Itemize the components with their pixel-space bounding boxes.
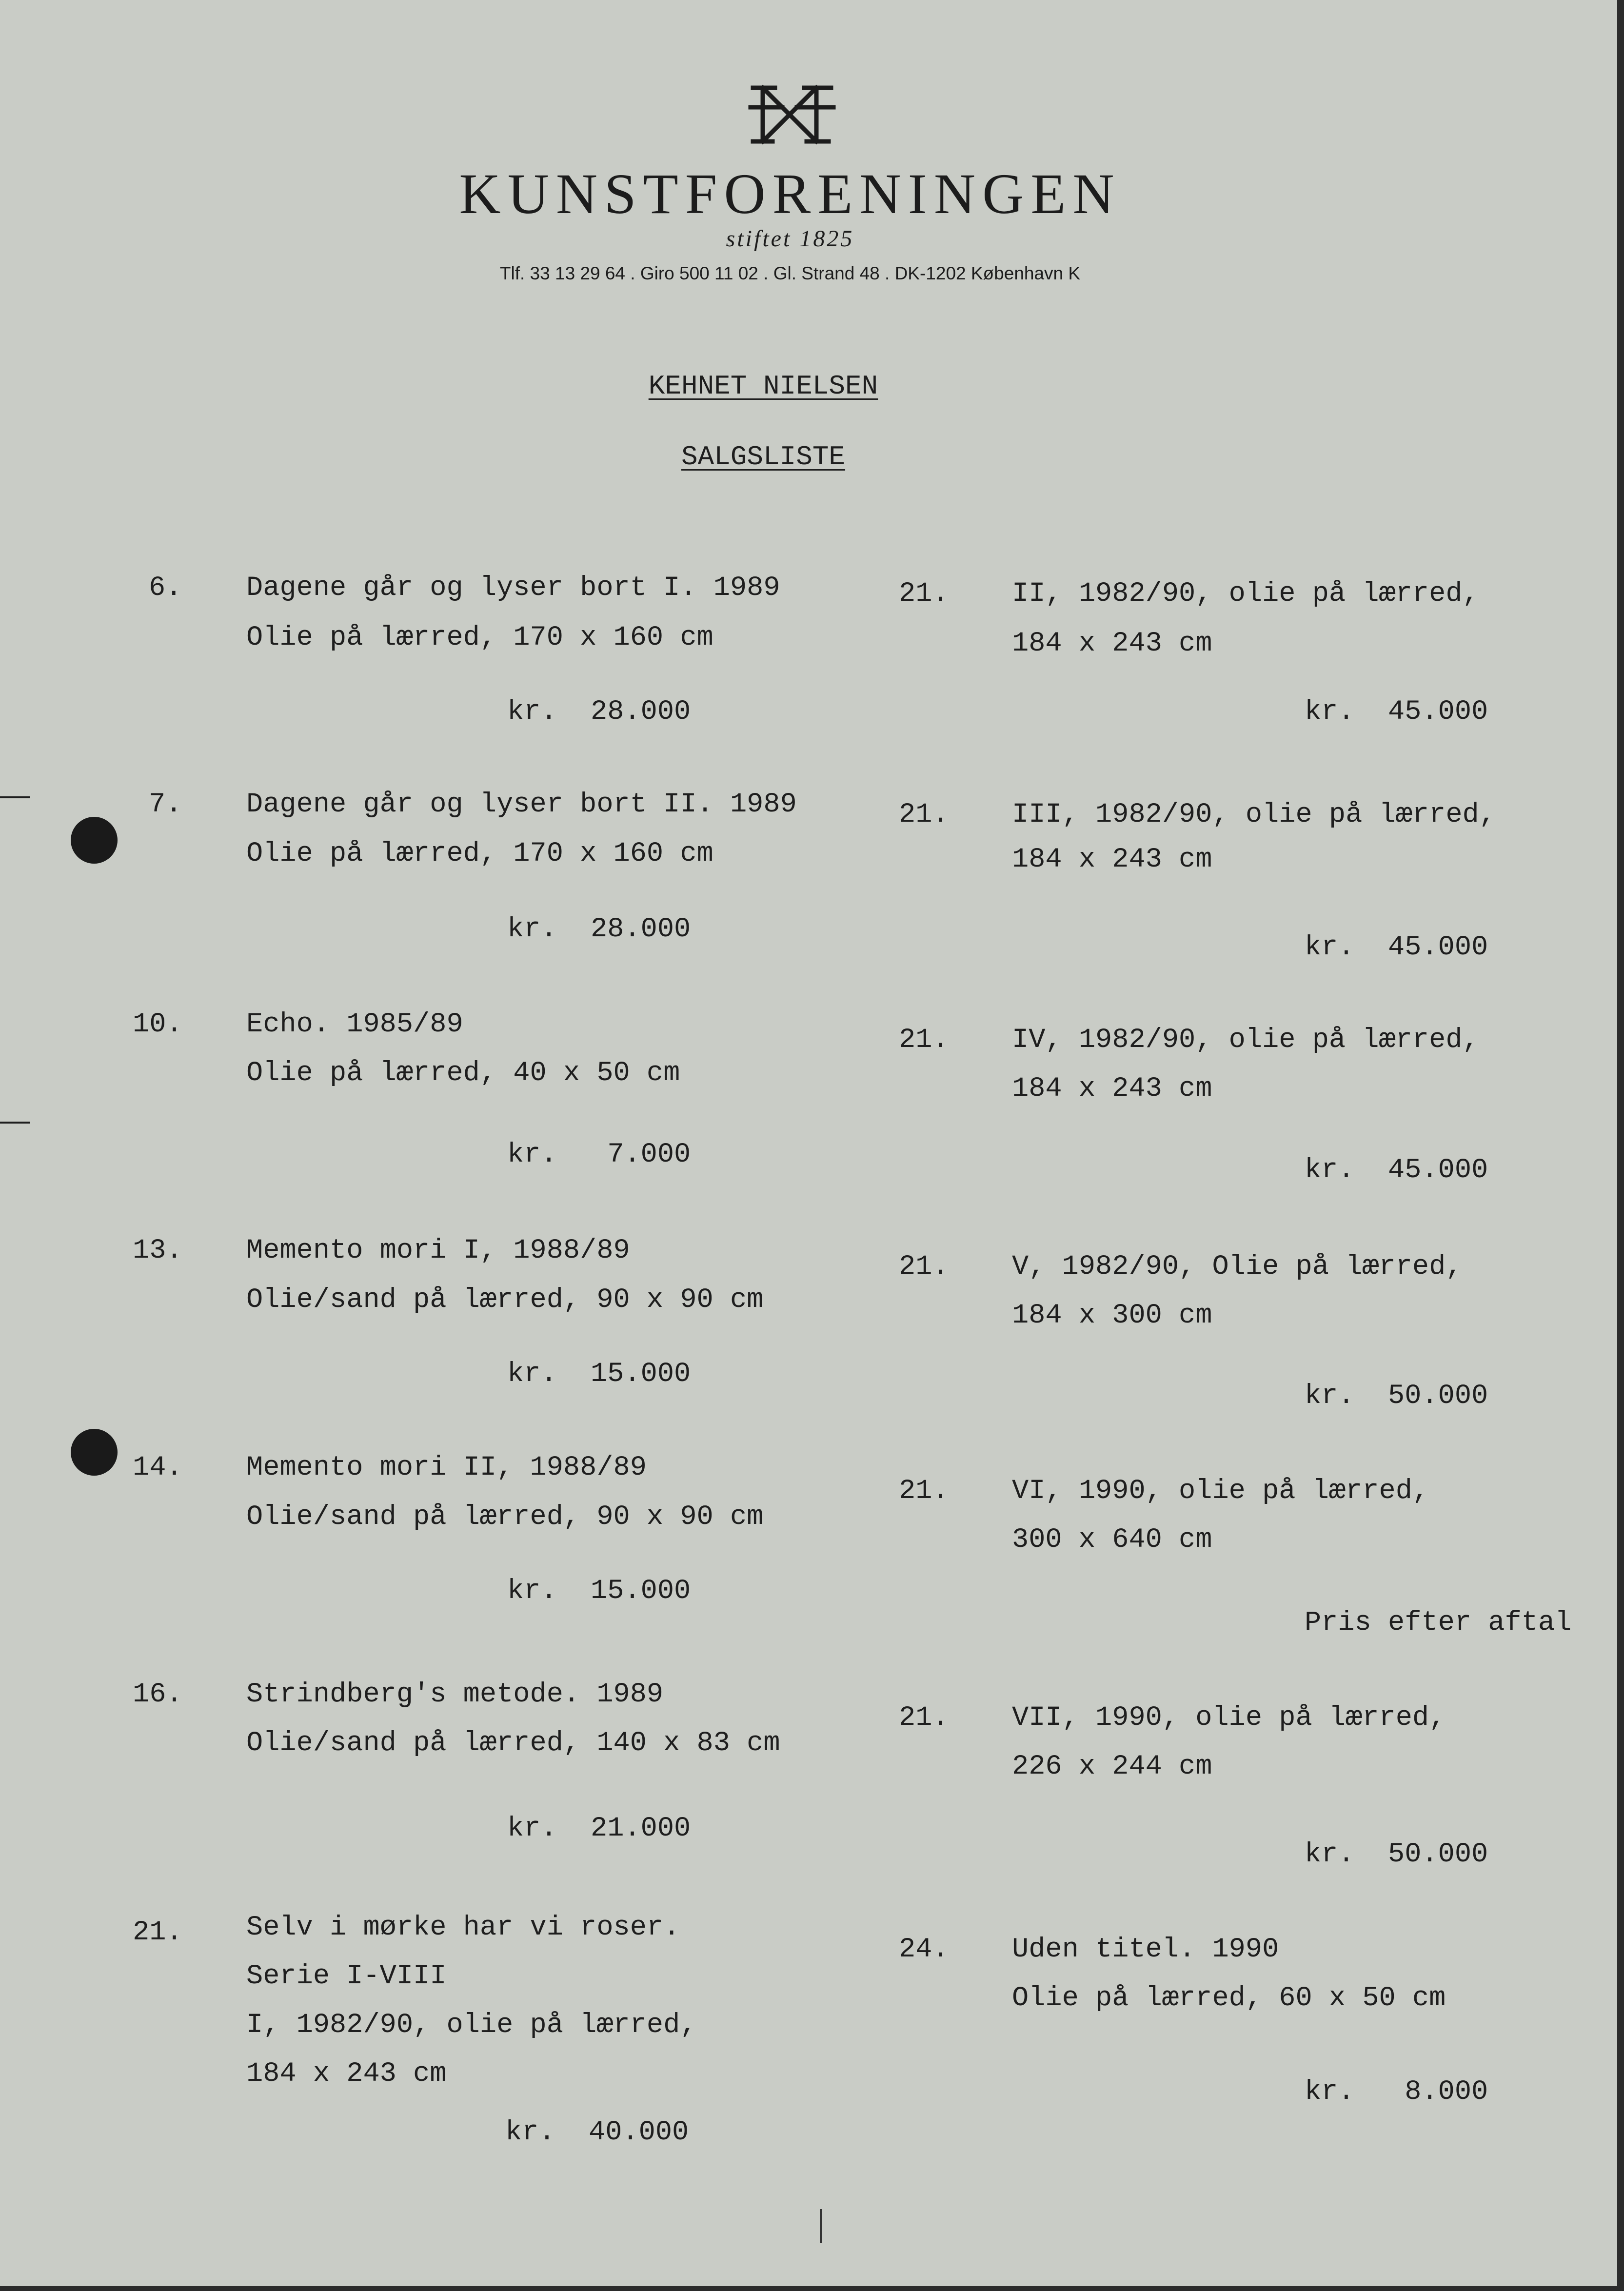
item-number: 7. (149, 789, 182, 820)
item-price: kr. 7.000 (507, 1139, 691, 1170)
item-number: 21. (899, 578, 949, 610)
margin-tick (0, 1122, 30, 1124)
item-price: kr. 45.000 (1305, 1155, 1488, 1186)
item-medium: Olie på lærred, 170 x 160 cm (246, 622, 713, 653)
item-medium: Olie/sand på lærred, 90 x 90 cm (246, 1284, 764, 1316)
item-size: 184 x 243 cm (1012, 844, 1212, 875)
item-medium: Olie/sand på lærred, 90 x 90 cm (246, 1501, 764, 1533)
item-price: kr. 8.000 (1305, 2076, 1488, 2108)
list-title: SALGSLISTE (681, 441, 846, 473)
item-size: 300 x 640 cm (1012, 1524, 1212, 1556)
item-number: 21. (899, 1251, 949, 1283)
item-price: kr. 50.000 (1305, 1839, 1488, 1870)
item-title: Dagene går og lyser bort II. 1989 (246, 789, 797, 820)
item-medium: Olie på lærred, 170 x 160 cm (246, 838, 713, 869)
item-number: 24. (899, 1934, 949, 1965)
item-price: kr. 28.000 (507, 914, 691, 945)
item-price: kr. 45.000 (1305, 696, 1488, 728)
item-number: 6. (149, 573, 182, 604)
item-size: 184 x 243 cm (246, 2058, 447, 2090)
contact-line: Tlf. 33 13 29 64 . Giro 500 11 02 . Gl. Strand 48 . DK-1202 København K (499, 263, 1081, 283)
item-title: Uden titel. 1990 (1012, 1934, 1279, 1965)
item-size: 184 x 243 cm (1012, 1073, 1212, 1105)
item-title: VI, 1990, olie på lærred, (1012, 1476, 1429, 1507)
item-number: 21. (899, 1476, 949, 1507)
item-size: 184 x 300 cm (1012, 1300, 1212, 1331)
item-number: 21. (899, 1702, 949, 1734)
item-price: kr. 15.000 (507, 1359, 691, 1390)
stray-pen-mark (820, 2209, 822, 2243)
kf-monogram-logo (743, 78, 841, 151)
founded-line: stiftet 1825 (726, 226, 854, 252)
item-price: kr. 45.000 (1305, 932, 1488, 963)
item-price: kr. 40.000 (505, 2117, 689, 2148)
item-title: Memento mori II, 1988/89 (246, 1452, 647, 1483)
item-number: 21. (899, 799, 949, 830)
item-number: 16. (133, 1679, 183, 1710)
item-title: II, 1982/90, olie på lærred, (1012, 578, 1479, 610)
item-price: kr. 28.000 (507, 696, 691, 728)
punch-hole (71, 1429, 118, 1476)
item-price: kr. 21.000 (507, 1813, 691, 1844)
item-number: 10. (133, 1009, 183, 1040)
item-price: kr. 50.000 (1305, 1381, 1488, 1412)
org-name: KUNSTFORENINGEN (459, 162, 1121, 226)
item-number: 21. (899, 1025, 949, 1056)
item-title: Dagene går og lyser bort I. 1989 (246, 573, 780, 604)
punch-hole (71, 817, 118, 864)
item-title: Memento mori I, 1988/89 (246, 1235, 630, 1266)
item-title: Selv i mørke har vi roser. (246, 1912, 680, 1943)
item-number: 14. (133, 1452, 183, 1483)
item-number: 13. (133, 1235, 183, 1266)
artist-name: KEHNET NIELSEN (648, 371, 878, 402)
item-number: 21. (133, 1917, 183, 1948)
item-title: III, 1982/90, olie på lærred, (1012, 799, 1496, 830)
item-medium: Olie på lærred, 40 x 50 cm (246, 1058, 680, 1089)
item-title: V, 1982/90, Olie på lærred, (1012, 1251, 1463, 1283)
item-title: Strindberg's metode. 1989 (246, 1679, 664, 1710)
item-title: IV, 1982/90, olie på lærred, (1012, 1025, 1479, 1056)
item-title: Echo. 1985/89 (246, 1009, 463, 1040)
item-title: VII, 1990, olie på lærred, (1012, 1702, 1446, 1734)
item-medium: I, 1982/90, olie på lærred, (246, 2010, 697, 2041)
item-price: kr. 15.000 (507, 1576, 691, 1607)
item-medium: Olie/sand på lærred, 140 x 83 cm (246, 1728, 780, 1759)
item-medium: Olie på lærred, 60 x 50 cm (1012, 1983, 1446, 2014)
item-size: 184 x 243 cm (1012, 628, 1212, 659)
item-price: Pris efter aftal (1305, 1607, 1572, 1639)
item-size: 226 x 244 cm (1012, 1751, 1212, 1782)
item-series: Serie I-VIII (246, 1961, 447, 1992)
margin-tick (0, 796, 30, 798)
